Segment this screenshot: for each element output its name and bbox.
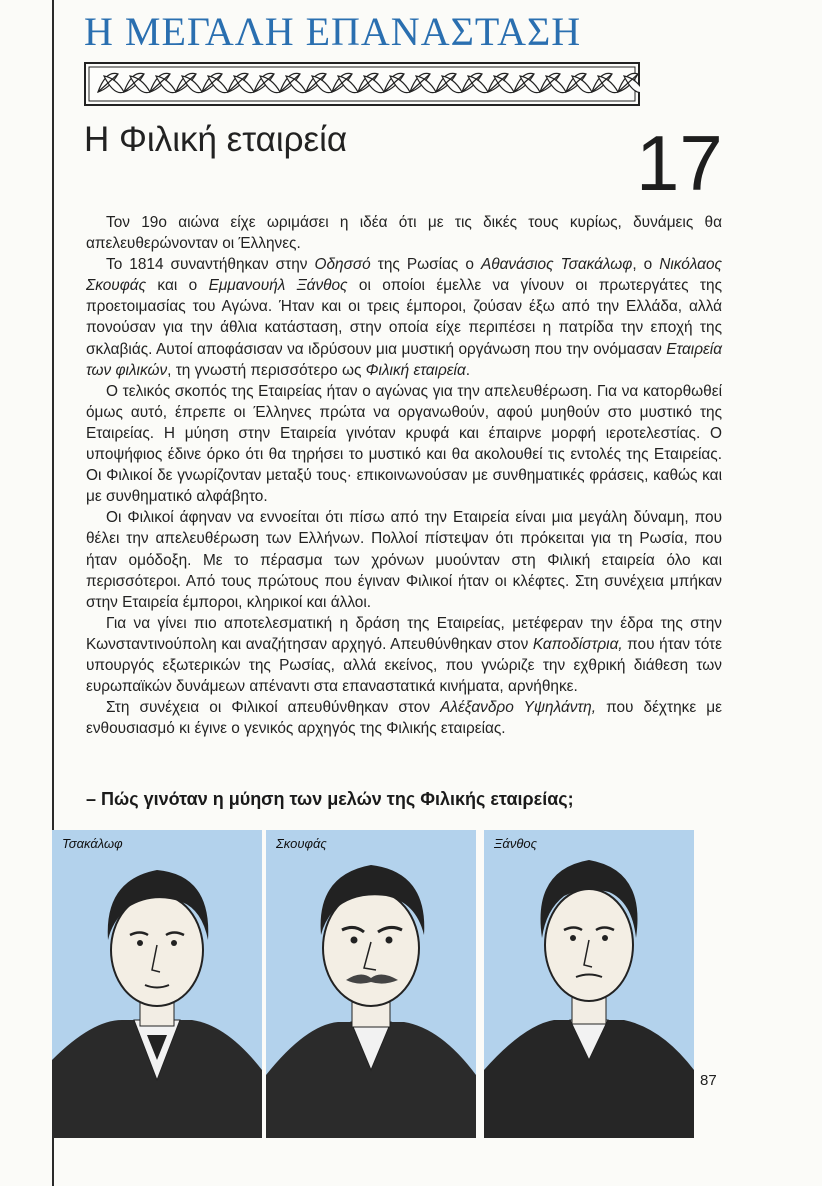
text-run: οι οποίοι έμελλε να γίνουν οι πρωτεργάτες της προετοιμασίας του Αγώνα. Ήταν και οι τρεις έμποροι, ζούσαν έξω από την Ελλάδα, αλλά πονούσαν για την άθλια κατάσταση, στην οποία είχε περιπέσει η πατρίδα την εποχή της σκλαβιάς. Αυτοί αποφάσισαν να ιδρύσουν μια μυστική οργάνωση που την ονόμασαν xyxy=(86,277,722,358)
text-run: Τον 19ο αιώνα είχε ωριμάσει η ιδέα ότι με τις δικές τους κυρίως, δυνάμεις θα απελευθερώνονταν οι Έλληνες. xyxy=(86,214,722,253)
text-run: της Ρωσίας ο xyxy=(370,256,481,274)
portrait-xanthos xyxy=(484,830,694,1138)
text-run: και ο xyxy=(146,277,209,295)
italic-text: Εμμανουήλ Ξάνθος xyxy=(208,277,348,295)
italic-text: Καποδίστρια, xyxy=(532,635,623,653)
paragraph xyxy=(86,507,722,612)
text-run: , τη γνωστή περισσότερο ως xyxy=(167,361,366,379)
chapter-title: Η Φιλική εταιρεία xyxy=(84,120,348,159)
portrait-tsakalof xyxy=(52,830,262,1138)
italic-text: Φιλική εταιρεία xyxy=(365,361,466,379)
portrait-skoufas-icon xyxy=(266,830,476,1138)
paragraph xyxy=(86,212,722,254)
laurel-border-ornament-icon xyxy=(84,62,640,106)
text-run: Ο τελικός σκοπός της Εταιρείας ήταν ο αγώνας για την απελευθέρωση. Για να κατορθωθεί όμως αυτό, έπρεπε οι Έλληνες πρώτα να οργανωθούν, αφού μυηθούν στο μυστικό της Εταιρείας. Η μύηση στην Εταιρεία γινόταν κρυφά και έπαιρνε μορφή ιεροτελεστίας. Ο υποψήφιος έδινε όρκο ότι θα τηρήσει το μυστικό και θα ακολουθεί τις εντολές της Εταιρείας. Οι Φιλικοί δε γνωρίζονταν μεταξύ τους· επικοινωνούσαν με συνθηματικές φράσεις, καθώς και με συνθηματικό αλφάβητο. xyxy=(86,382,722,506)
body-text xyxy=(86,212,722,739)
text-run: που δέχτηκε με ενθουσιασμό κι έγινε ο γενικός αρχηγός της Φιλικής εταιρείας. xyxy=(86,699,723,738)
paragraph xyxy=(86,697,722,739)
chapter-number: 17 xyxy=(636,119,723,207)
portrait-tsakalof-icon xyxy=(52,830,262,1138)
italic-text: Αθανάσιος Τσακάλωφ xyxy=(480,256,633,274)
text-run: , ο xyxy=(632,256,660,274)
text-run: Το 1814 συναντήθηκαν στην xyxy=(106,256,315,274)
page-number: 87 xyxy=(700,1072,717,1089)
italic-text: Εταιρεία των φιλικών xyxy=(86,340,722,379)
portrait-caption: Τσακάλωφ xyxy=(62,836,123,851)
text-run: που ήταν τότε υπουργός εξωτερικών της Ρωσίας, αλλά εκείνος, που γνώριζε την εχθρική διάθεση των ευρωπαϊκών δυνάμεων απέναντι στα επαναστατικά κινήματα, αρνήθηκε. xyxy=(86,635,722,696)
paragraph xyxy=(86,254,722,381)
text-run: Οι Φιλικοί άφηναν να εννοείται ότι πίσω από την Εταιρεία είναι μια μεγάλη δύναμη, που θέλει την απελευθέρωση των Ελλήνων. Πολλοί πίστεψαν ότι πρόκειται για τη Ρωσία, που ήταν ομόδοξη. Με το πέρασμα των χρόνων μυούνταν στη Φιλική εταιρεία όλο και περισσότεροι. Από τους πρώτους που έγιναν Φιλικοί ήταν οι κλέφτες. Στη συνέχεια μπήκαν στην Εταιρεία έμποροι, κληρικοί και άλλοι. xyxy=(86,509,722,611)
section-title: Η ΜΕΓΑΛΗ ΕΠΑΝΑΣΤΑΣΗ xyxy=(84,9,582,54)
italic-text: Οδησσό xyxy=(314,256,371,274)
portrait-caption: Σκουφάς xyxy=(276,836,327,851)
text-run: Στη συνέχεια οι Φιλικοί απευθύνθηκαν στον xyxy=(106,699,441,717)
paragraph xyxy=(86,613,722,697)
italic-text: Αλέξανδρο Υψηλάντη, xyxy=(440,699,596,717)
portrait-caption: Ξάνθος xyxy=(494,836,537,851)
portrait-xanthos-icon xyxy=(484,830,694,1138)
paragraph xyxy=(86,381,722,508)
text-run: Για να γίνει πιο αποτελεσματική η δράση της Εταιρείας, μετέφεραν την έδρα της στην Κωνσταντινούπολη και αναζήτησαν αρχηγό. Απευθύνθηκαν στον xyxy=(86,614,722,653)
italic-text: Νικόλαος Σκουφάς xyxy=(86,256,722,295)
text-run: . xyxy=(465,361,471,379)
portrait-skoufas xyxy=(266,830,476,1138)
review-question: – Πώς γινόταν η μύηση των μελών της Φιλικής εταιρείας; xyxy=(86,789,574,809)
